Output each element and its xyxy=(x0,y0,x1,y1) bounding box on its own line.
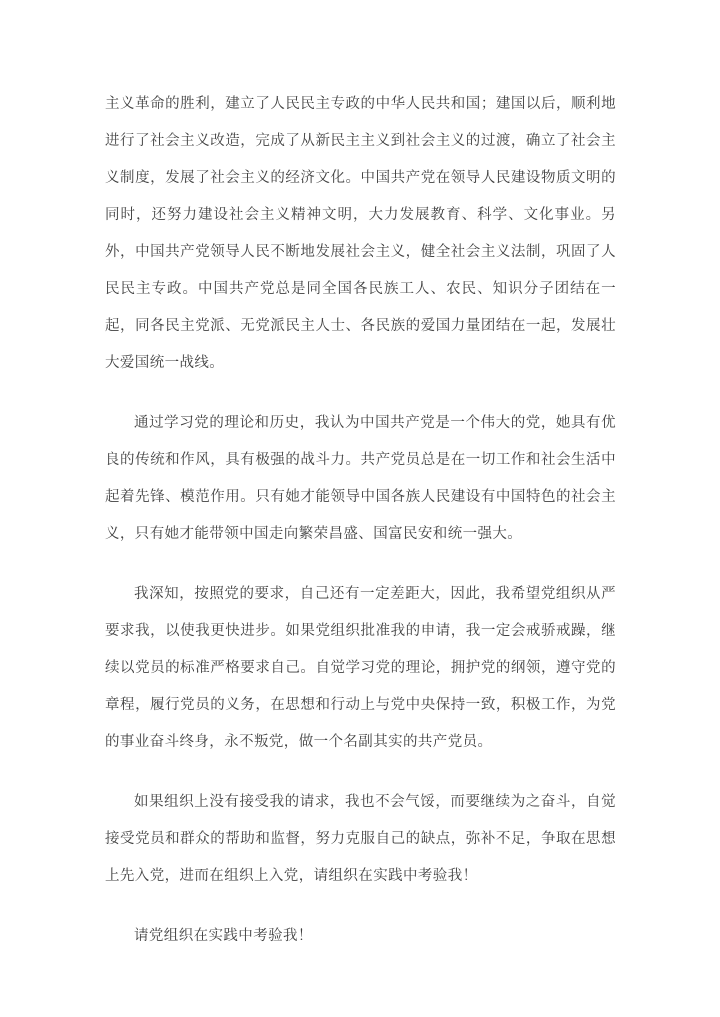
paragraph-3: 我深知，按照党的要求，自己还有一定差距大，因此，我希望党组织从严要求我，以使我更快进步。如果党组织批准我的申请，我一定会戒骄戒躁，继续以党员的标准严格要求自己。自觉学习党的理论，拥护党的纲领，遵守党的章程，履行党员的义务，在思想和行动上与党中央保持一致，积极工作，为党的事业奋斗终身，永不叛党，做一个名副其实的共产党员。 xyxy=(105,586,616,750)
paragraph-2: 通过学习党的理论和历史，我认为中国共产党是一个伟大的党，她具有优良的传统和作风，具有极强的战斗力。共产党员总是在一切工作和社会生活中起着先锋、模范作用。只有她才能领导中国各族人民建设有中国特色的社会主义，只有她才能带领中国走向繁荣昌盛、国富民安和统一强大。 xyxy=(105,415,616,542)
paragraph-4: 如果组织上没有接受我的请求，我也不会气馁，而要继续为之奋斗，自觉接受党员和群众的帮助和监督，努力克服自己的缺点，弥补不足，争取在思想上先入党，进而在组织上入党，请组织在实践中考验我！ xyxy=(105,794,616,884)
paragraph-5: 请党组织在实践中考验我！ xyxy=(134,928,313,944)
paragraph-1: 主义革命的胜利，建立了人民民主专政的中华人民共和国；建国以后，顺利地进行了社会主义改造，完成了从新民主主义到社会主义的过渡，确立了社会主义制度，发展了社会主义的经济文化。中国共产党在领导人民建设物质文明的同时，还努力建设社会主义精神文明，大力发展教育、科学、文化事业。另外，中国共产党领导人民不断地发展社会主义，健全社会主义法制，巩固了人民民主专政。中国共产党总是同全国各民族工人、农民、知识分子团结在一起，同各民主党派、无党派民主人士、各民族的爱国力量团结在一起，发展壮大爱国统一战线。 xyxy=(105,96,616,371)
